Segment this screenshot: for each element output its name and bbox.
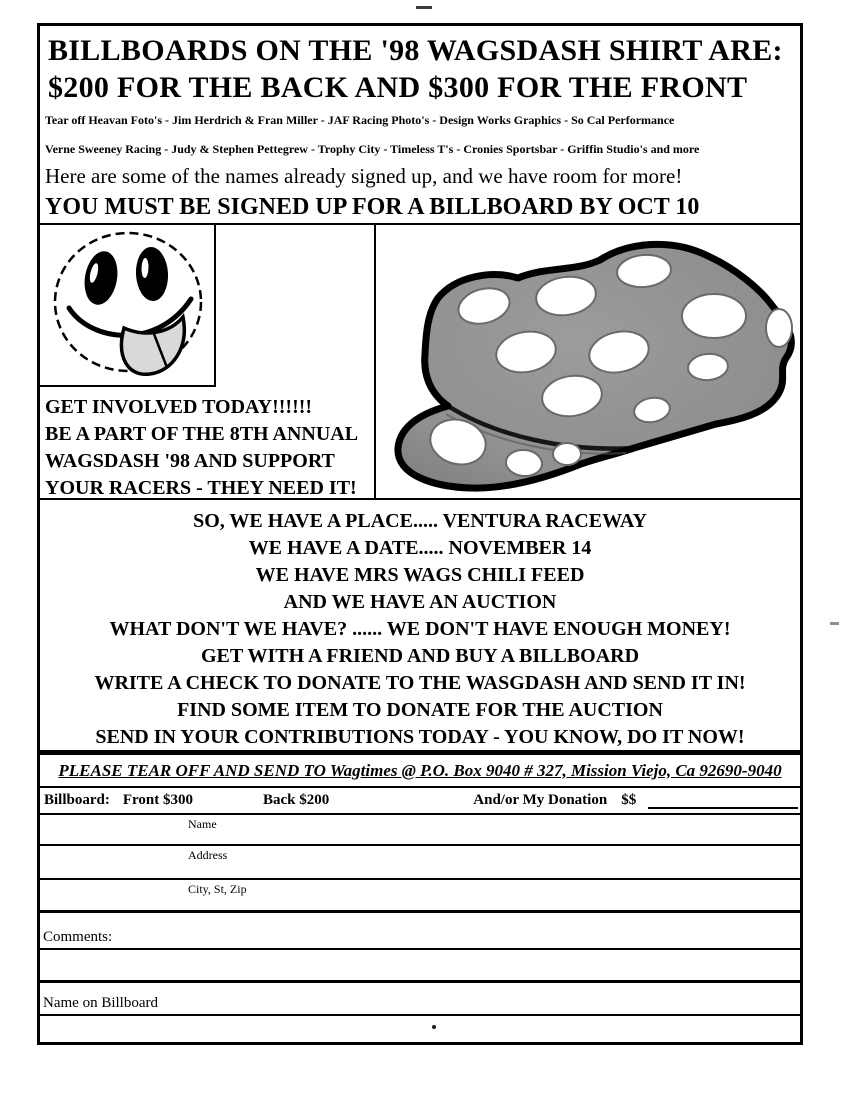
scan-artifact-right-dash — [830, 622, 839, 625]
city-state-zip-field-row — [40, 880, 800, 913]
smiley-face-svg — [40, 225, 214, 385]
scan-artifact-top-dash — [416, 6, 432, 9]
involvement-line: BE A PART OF THE 8TH ANNUAL — [45, 423, 359, 445]
names-note: Here are some of the names already signed up, and we have room for more! — [45, 164, 683, 188]
flyer-frame — [37, 23, 803, 1045]
comments-field-row — [40, 913, 800, 950]
title-line-1: BILLBOARDS ON THE '98 WAGSDASH SHIRT ARE: — [48, 34, 783, 67]
middle-left-cell — [40, 225, 376, 498]
spotted-shirt-svg — [376, 226, 800, 497]
donation-symbol: $$ — [621, 792, 637, 808]
header-section — [40, 26, 800, 225]
donation-label: And/or My Donation — [473, 792, 608, 808]
tearoff-instruction: PLEASE TEAR OFF AND SEND TO Wagtimes @ P.O. Box 9040 # 327, Mission Viejo, Ca 92690-9040 — [58, 760, 782, 780]
smiley-face-tongue-out-icon — [40, 225, 216, 387]
middle-section — [40, 225, 800, 500]
details-line: SO, WE HAVE A PLACE..... VENTURA RACEWAY — [193, 510, 647, 532]
spotted-wagsdash-shirt-graphic — [376, 225, 800, 498]
details-line: FIND SOME ITEM TO DONATE FOR THE AUCTION — [177, 699, 663, 721]
details-line: WRITE A CHECK TO DONATE TO THE WASGDASH AND SEND IT IN! — [94, 672, 746, 694]
billboard-options-row — [40, 788, 800, 815]
involvement-line: GET INVOLVED TODAY!!!!!! — [45, 396, 313, 418]
front-option: Front $300 — [122, 792, 193, 808]
event-details-section — [40, 500, 800, 755]
involvement-line: WAGSDASH '98 AND SUPPORT — [45, 450, 335, 472]
details-line: GET WITH A FRIEND AND BUY A BILLBOARD — [200, 645, 640, 667]
comments-blank-row — [40, 950, 800, 983]
details-line: AND WE HAVE AN AUCTION — [283, 591, 557, 613]
back-option: Back $200 — [263, 792, 330, 808]
name-on-billboard-field-label: Name on Billboard — [43, 995, 158, 1011]
name-on-billboard-blank-row — [40, 1016, 800, 1040]
name-field-row — [40, 815, 800, 846]
details-line: SEND IN YOUR CONTRIBUTIONS TODAY - YOU KNOW, DO IT NOW! — [95, 726, 745, 748]
title-line-2: $200 FOR THE BACK AND $300 FOR THE FRONT — [48, 71, 748, 104]
involvement-line: YOUR RACERS - THEY NEED IT! — [45, 477, 357, 499]
involvement-text-block — [40, 387, 374, 502]
details-line: WE HAVE MRS WAGS CHILI FEED — [255, 564, 585, 586]
sponsor-names-line-1: Tear off Heavan Foto's - Jim Herdrich & Fran Miller - JAF Racing Photo's - Design Works Graphics - So Cal Performance — [45, 113, 675, 127]
scan-artifact-dot — [432, 1025, 436, 1029]
address-field-row — [40, 846, 800, 880]
deadline-line: YOU MUST BE SIGNED UP FOR A BILLBOARD BY OCT 10 — [45, 194, 700, 220]
name-on-billboard-field-row — [40, 983, 800, 1016]
name-field-label: Name — [188, 817, 217, 831]
sponsor-names-line-2: Verne Sweeney Racing - Judy & Stephen Pettegrew - Trophy City - Timeless T's - Cronies Sportsbar - Griffin Studio's and more — [45, 142, 700, 156]
details-line: WE HAVE A DATE..... NOVEMBER 14 — [248, 537, 592, 559]
tearoff-instruction-strip — [40, 755, 800, 788]
details-line: WHAT DON'T WE HAVE? ...... WE DON'T HAVE ENOUGH MONEY! — [109, 618, 731, 640]
donation-amount-blank — [648, 793, 798, 809]
city-state-zip-field-label: City, St, Zip — [188, 882, 247, 896]
billboard-label: Billboard: — [44, 792, 110, 808]
comments-field-label: Comments: — [43, 929, 113, 945]
address-field-label: Address — [188, 848, 228, 862]
